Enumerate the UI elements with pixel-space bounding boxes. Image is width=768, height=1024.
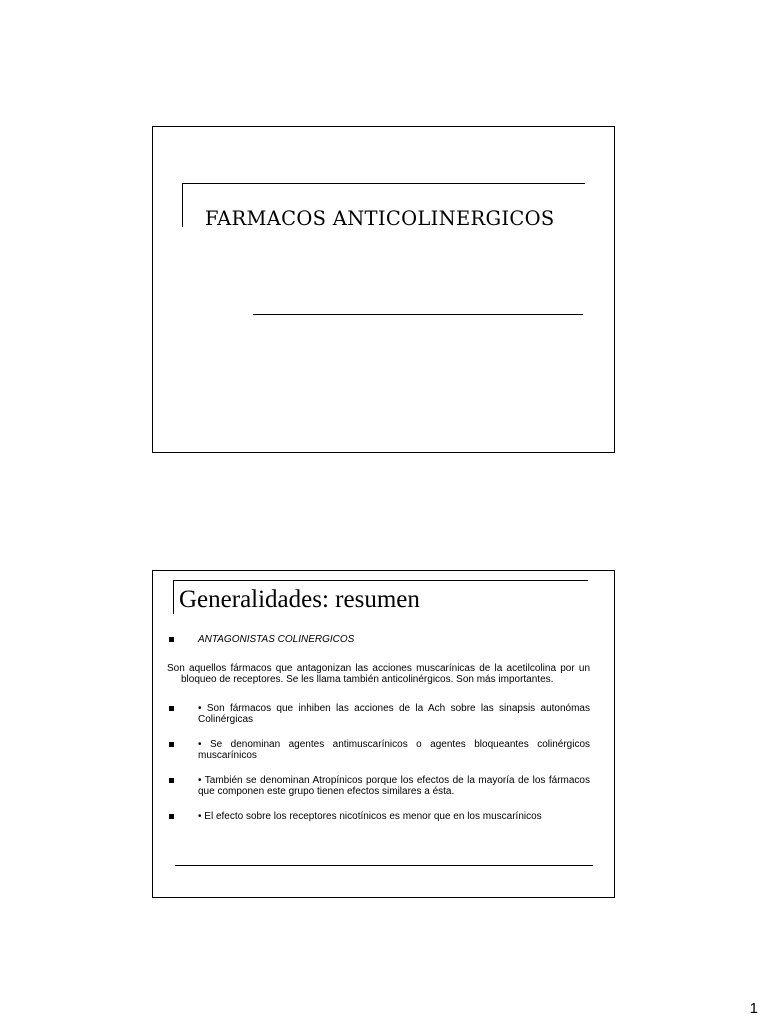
square-bullet-icon bbox=[169, 778, 174, 783]
slide-1 bbox=[152, 126, 615, 453]
square-bullet-icon bbox=[169, 814, 174, 819]
square-bullet-icon bbox=[169, 706, 174, 711]
bullet-text: • Se denominan agentes antimuscarínicos o agentes bloqueantes colinérgicos muscarínicos bbox=[198, 739, 590, 761]
square-bullet-icon bbox=[169, 637, 174, 642]
slide-1-title: FARMACOS ANTICOLINERGICOS bbox=[205, 207, 555, 230]
bullet-text: • El efecto sobre los receptores nicotínicos es menor que en los muscarínicos bbox=[198, 811, 542, 822]
list-item bbox=[167, 811, 590, 822]
subtitle-rule bbox=[253, 314, 583, 315]
bullet-text: • Son fármacos que inhiben las acciones de la Ach sobre las sinapsis autonómas Colinérgicas bbox=[198, 703, 590, 725]
bullet-heading: ANTAGONISTAS COLINERGICOS bbox=[198, 634, 355, 645]
intro-paragraph: Son aquellos fármacos que antagonizan las acciones muscarínicas de la acetilcolina por un bloqueo de receptores. Se les llama también anticolinérgicos. Son más importantes. bbox=[167, 663, 590, 685]
title-top-rule bbox=[173, 580, 588, 581]
title-side-rule bbox=[173, 580, 174, 614]
title-top-rule bbox=[182, 183, 585, 184]
square-bullet-icon bbox=[169, 742, 174, 747]
slide-2 bbox=[152, 570, 615, 898]
slide-2-body bbox=[167, 634, 590, 822]
footer-rule bbox=[175, 865, 593, 866]
list-item bbox=[167, 703, 590, 725]
bullet-text: • También se denominan Atropínicos porque los efectos de la mayoría de los fármacos que componen este grupo tienen efectos similares a ésta. bbox=[198, 775, 590, 797]
page-number: 1 bbox=[749, 1000, 758, 1017]
list-item bbox=[167, 775, 590, 797]
list-item bbox=[167, 739, 590, 761]
slide-2-title: Generalidades: resumen bbox=[179, 586, 420, 613]
title-side-rule bbox=[182, 183, 183, 227]
list-item bbox=[167, 634, 590, 645]
